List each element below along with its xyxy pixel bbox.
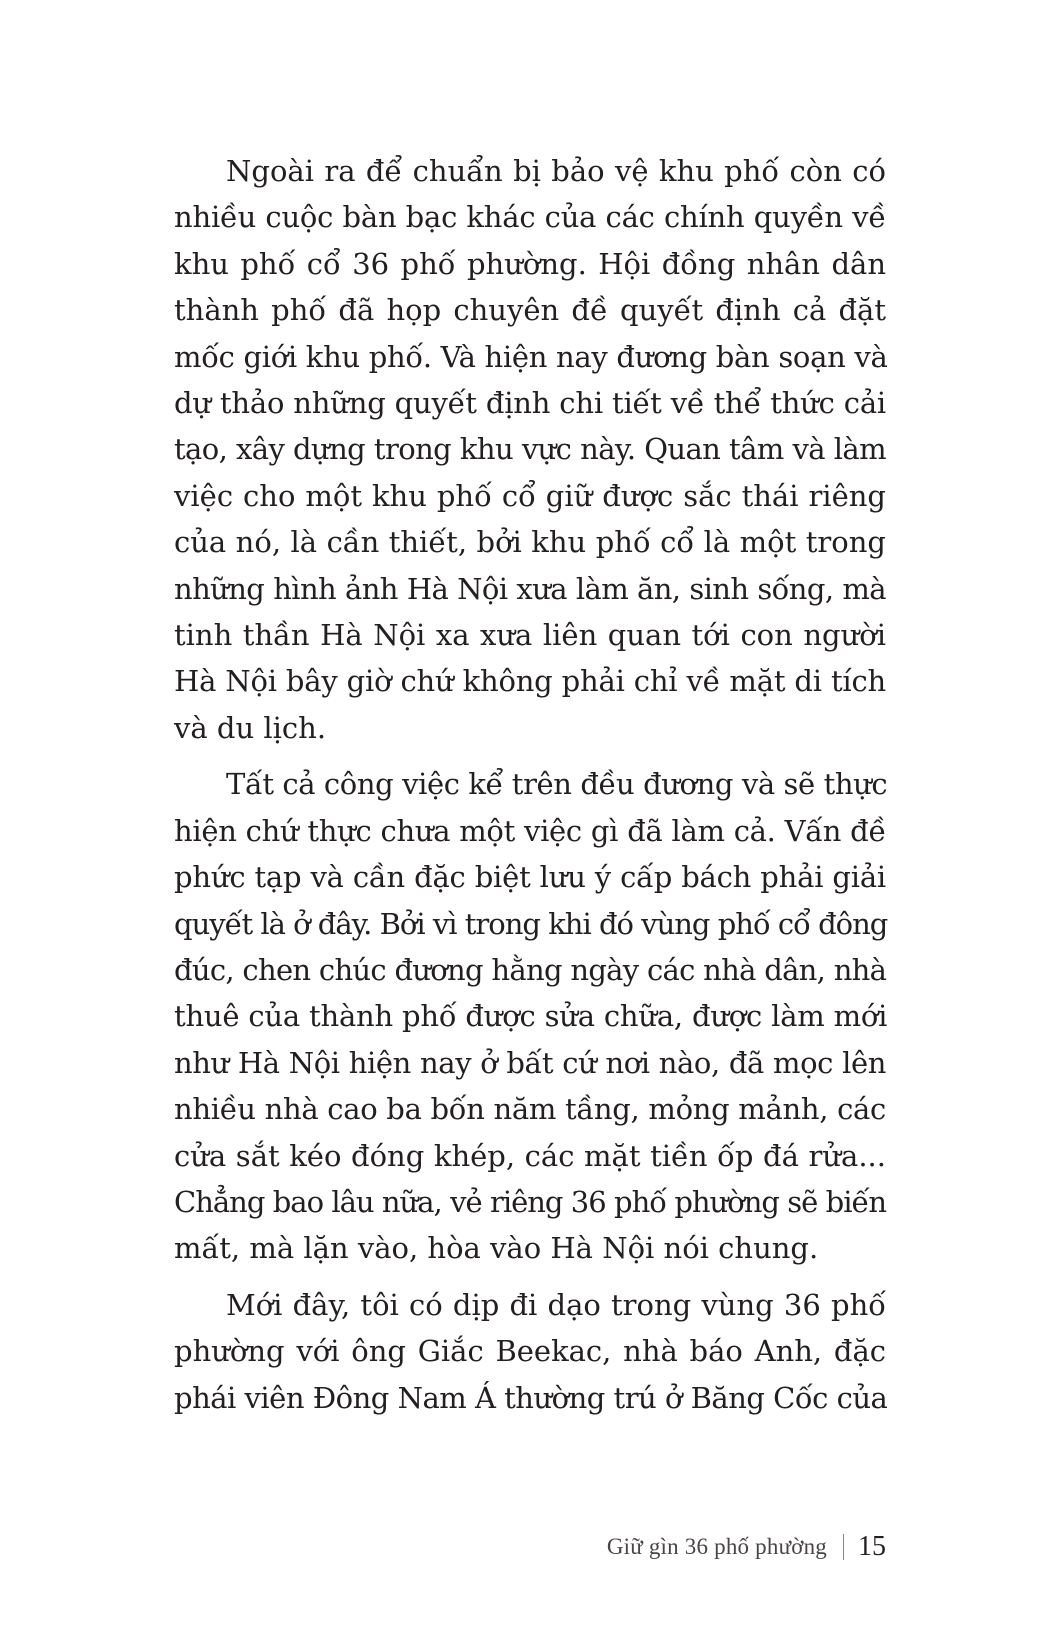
text-line: khu phố cổ 36 phố phường. Hội đồng nhân dân [174, 246, 886, 281]
paragraph [174, 148, 886, 751]
text-line: cửa sắt kéo đóng khép, các mặt tiền ốp đá rửa... [174, 1138, 886, 1173]
text-line: những hình ảnh Hà Nội xưa làm ăn, sinh sống, mà [174, 571, 886, 606]
text-line: Hà Nội bây giờ chứ không phải chỉ về mặt di tích [174, 664, 886, 699]
text-line: quyết là ở đây. Bởi vì trong khi đó vùng phố cổ đông [174, 906, 888, 941]
text-line: mất, mà lặn vào, hòa vào Hà Nội nói chung. [174, 1231, 819, 1266]
running-title: Giữ gìn 36 phố phường [606, 1534, 827, 1559]
text-line: nhiều cuộc bàn bạc khác của các chính quyền về [174, 200, 886, 235]
page-footer [607, 1530, 886, 1564]
text-line: dự thảo những quyết định chi tiết về thể thức cải [174, 386, 886, 421]
text-line: phường với ông Giắc Beekac, nhà báo Anh, đặc [174, 1334, 886, 1369]
paragraph [174, 761, 886, 1271]
text-line: nhiều nhà cao ba bốn năm tầng, mỏng mảnh, các [174, 1092, 886, 1127]
text-line: việc cho một khu phố cổ giữ được sắc thái riêng [174, 478, 886, 513]
text-line: Mới đây, tôi có dịp đi dạo trong vùng 36 phố [226, 1287, 886, 1322]
text-line: và du lịch. [174, 710, 327, 745]
text-line: tinh thần Hà Nội xa xưa liên quan tới con người [174, 618, 886, 653]
text-line: như Hà Nội hiện nay ở bất cứ nơi nào, đã mọc lên [174, 1045, 886, 1080]
footer-divider [843, 1534, 844, 1560]
text-line: đúc, chen chúc đương hằng ngày các nhà dân, nhà [174, 952, 887, 987]
text-line: hiện chứ thực chưa một việc gì đã làm cả. Vấn đề [174, 813, 886, 848]
text-line: phức tạp và cần đặc biệt lưu ý cấp bách phải giải [174, 860, 886, 895]
text-line: thành phố đã họp chuyên đề quyết định cả đặt [174, 293, 886, 328]
text-line: phái viên Đông Nam Á thường trú ở Băng Cốc của [174, 1380, 888, 1415]
text-line: của nó, là cần thiết, bởi khu phố cổ là một trong [174, 525, 886, 560]
body-text [174, 148, 886, 1431]
text-line: thuê của thành phố được sửa chữa, được làm mới [174, 999, 888, 1034]
page-number: 15 [858, 1531, 886, 1562]
paragraph [174, 1282, 886, 1421]
text-line: Chẳng bao lâu nữa, vẻ riêng 36 phố phường sẽ biến [174, 1184, 886, 1219]
text-line: Ngoài ra để chuẩn bị bảo vệ khu phố còn có [226, 154, 886, 188]
text-line: Tất cả công việc kể trên đều đương và sẽ thực [226, 767, 888, 802]
text-line: mốc giới khu phố. Và hiện nay đương bàn soạn và [174, 339, 888, 374]
text-line: tạo, xây dựng trong khu vực này. Quan tâm và làm [174, 432, 886, 467]
